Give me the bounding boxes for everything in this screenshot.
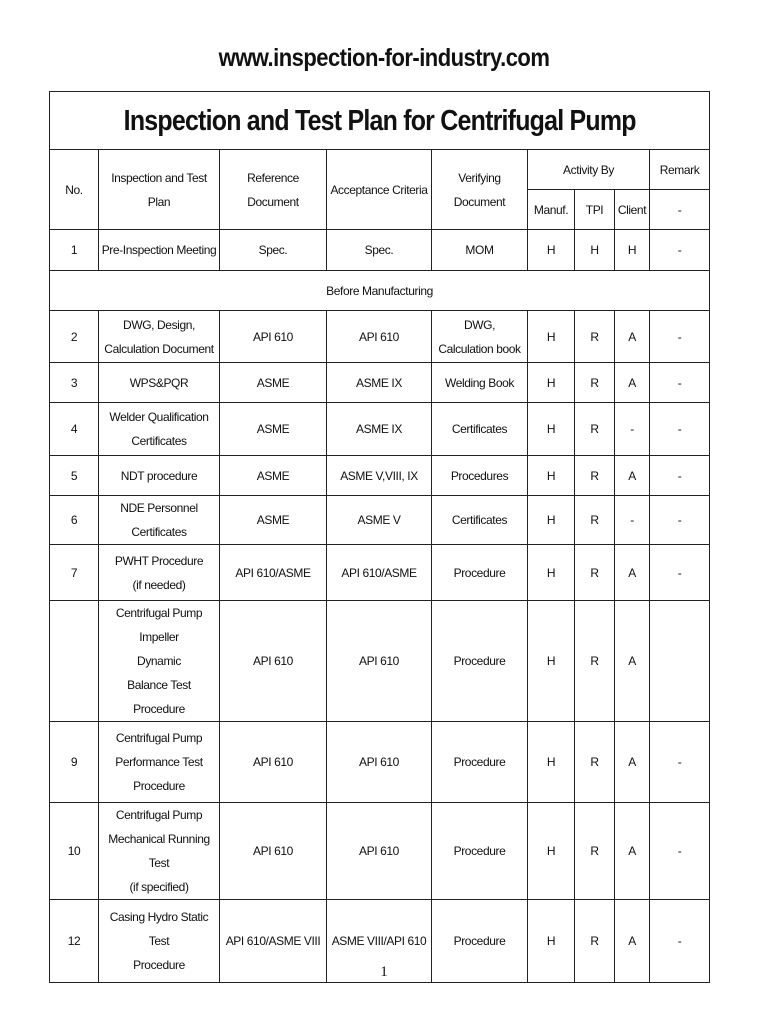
col-header-activity-by: Activity By	[528, 150, 650, 190]
cell-plan: DWG, Design, Calculation Document	[99, 311, 220, 363]
cell-manuf: H	[528, 545, 575, 601]
cell-acceptance: Spec.	[327, 230, 432, 271]
cell-tpi: R	[575, 363, 615, 403]
cell-verifying: Procedure	[432, 601, 528, 722]
cell-verifying: Certificates	[432, 403, 528, 456]
cell-remark: -	[650, 496, 710, 545]
table-row	[50, 803, 710, 900]
cell-verifying: MOM	[432, 230, 528, 271]
cell-acceptance: ASME IX	[327, 403, 432, 456]
page-number: 1	[380, 964, 388, 980]
col-header-manuf: Manuf.	[528, 190, 575, 230]
cell-reference: ASME	[220, 456, 327, 496]
table-row	[50, 545, 710, 601]
cell-reference: API 610/ASME	[220, 545, 327, 601]
cell-plan: WPS&PQR	[99, 363, 220, 403]
col-header-no: No.	[50, 150, 99, 230]
cell-plan: PWHT Procedure (if needed)	[99, 545, 220, 601]
cell-no: 7	[50, 545, 99, 601]
col-header-tpi: TPI	[575, 190, 615, 230]
cell-acceptance: ASME V,VIII, IX	[327, 456, 432, 496]
cell-acceptance: API 610	[327, 722, 432, 803]
col-header-plan: Inspection and Test Plan	[99, 150, 220, 230]
cell-tpi: R	[575, 456, 615, 496]
table-row	[50, 230, 710, 271]
cell-no: 10	[50, 803, 99, 900]
cell-client: -	[615, 496, 650, 545]
cell-tpi: R	[575, 900, 615, 983]
cell-tpi: R	[575, 545, 615, 601]
cell-remark: -	[650, 403, 710, 456]
cell-verifying: Procedure	[432, 722, 528, 803]
cell-plan: Centrifugal Pump Impeller Dynamic Balance Test Procedure	[99, 601, 220, 722]
cell-plan: Casing Hydro Static Test Procedure	[99, 900, 220, 983]
cell-tpi: R	[575, 601, 615, 722]
cell-manuf: H	[528, 363, 575, 403]
table-row	[50, 722, 710, 803]
cell-remark: -	[650, 722, 710, 803]
cell-reference: API 610	[220, 601, 327, 722]
cell-remark: -	[650, 363, 710, 403]
cell-no: 6	[50, 496, 99, 545]
table-title-cell	[50, 92, 710, 150]
cell-plan: NDT procedure	[99, 456, 220, 496]
cell-acceptance: API 610	[327, 601, 432, 722]
col-header-verifying: Verifying Document	[432, 150, 528, 230]
cell-tpi: H	[575, 230, 615, 271]
section-before-manufacturing: Before Manufacturing	[50, 271, 710, 311]
cell-acceptance: ASME IX	[327, 363, 432, 403]
table-row	[50, 311, 710, 363]
cell-no: 2	[50, 311, 99, 363]
cell-client: A	[615, 311, 650, 363]
cell-acceptance: API 610/ASME	[327, 545, 432, 601]
cell-reference: ASME	[220, 496, 327, 545]
cell-client: A	[615, 363, 650, 403]
cell-tpi: R	[575, 311, 615, 363]
cell-client: A	[615, 601, 650, 722]
cell-remark: -	[650, 230, 710, 271]
cell-no	[50, 601, 99, 722]
cell-verifying: Procedure	[432, 803, 528, 900]
cell-verifying: Procedure	[432, 545, 528, 601]
cell-manuf: H	[528, 601, 575, 722]
cell-no: 1	[50, 230, 99, 271]
cell-verifying: Procedure	[432, 900, 528, 983]
cell-manuf: H	[528, 722, 575, 803]
col-header-remark-sub: -	[650, 190, 710, 230]
table-row	[50, 363, 710, 403]
cell-client: A	[615, 900, 650, 983]
col-header-remark: Remark	[650, 150, 710, 190]
cell-client: -	[615, 403, 650, 456]
table-row	[50, 496, 710, 545]
cell-client: A	[615, 722, 650, 803]
cell-manuf: H	[528, 311, 575, 363]
cell-plan: Pre-Inspection Meeting	[99, 230, 220, 271]
col-header-acceptance: Acceptance Criteria	[327, 150, 432, 230]
cell-acceptance: API 610	[327, 311, 432, 363]
cell-remark: -	[650, 803, 710, 900]
table-body-pre	[50, 230, 710, 271]
cell-plan: NDE Personnel Certificates	[99, 496, 220, 545]
table-row	[50, 601, 710, 722]
cell-reference: API 610	[220, 722, 327, 803]
cell-manuf: H	[528, 403, 575, 456]
cell-client: H	[615, 230, 650, 271]
table-row	[50, 403, 710, 456]
cell-plan: Centrifugal Pump Mechanical Running Test (if specified)	[99, 803, 220, 900]
cell-remark: -	[650, 311, 710, 363]
cell-reference: ASME	[220, 363, 327, 403]
cell-manuf: H	[528, 900, 575, 983]
cell-verifying: DWG, Calculation book	[432, 311, 528, 363]
cell-no: 3	[50, 363, 99, 403]
cell-tpi: R	[575, 496, 615, 545]
cell-plan: Centrifugal Pump Performance Test Procedure	[99, 722, 220, 803]
cell-client: A	[615, 456, 650, 496]
inspection-test-plan-table	[49, 91, 710, 983]
cell-no: 12	[50, 900, 99, 983]
cell-manuf: H	[528, 230, 575, 271]
cell-reference: API 610/ASME VIII	[220, 900, 327, 983]
section-row	[50, 271, 710, 311]
cell-manuf: H	[528, 496, 575, 545]
cell-manuf: H	[528, 803, 575, 900]
cell-no: 9	[50, 722, 99, 803]
cell-acceptance: ASME VIII/API 610	[327, 900, 432, 983]
cell-remark: -	[650, 900, 710, 983]
cell-client: A	[615, 545, 650, 601]
cell-no: 5	[50, 456, 99, 496]
cell-client: A	[615, 803, 650, 900]
cell-remark: -	[650, 545, 710, 601]
cell-verifying: Procedures	[432, 456, 528, 496]
site-url: www.inspection-for-industry.com	[218, 44, 550, 72]
cell-verifying: Certificates	[432, 496, 528, 545]
table-row	[50, 456, 710, 496]
cell-tpi: R	[575, 722, 615, 803]
cell-reference: ASME	[220, 403, 327, 456]
table-body-manufacturing	[50, 311, 710, 983]
cell-acceptance: ASME V	[327, 496, 432, 545]
cell-remark: -	[650, 456, 710, 496]
table-title: Inspection and Test Plan for Centrifugal Pump	[123, 104, 636, 137]
cell-verifying: Welding Book	[432, 363, 528, 403]
cell-reference: API 610	[220, 311, 327, 363]
cell-manuf: H	[528, 456, 575, 496]
cell-reference: API 610	[220, 803, 327, 900]
col-header-client: Client	[615, 190, 650, 230]
cell-acceptance: API 610	[327, 803, 432, 900]
cell-remark	[650, 601, 710, 722]
col-header-reference: Reference Document	[220, 150, 327, 230]
cell-plan: Welder Qualification Certificates	[99, 403, 220, 456]
cell-no: 4	[50, 403, 99, 456]
cell-reference: Spec.	[220, 230, 327, 271]
cell-tpi: R	[575, 403, 615, 456]
cell-tpi: R	[575, 803, 615, 900]
